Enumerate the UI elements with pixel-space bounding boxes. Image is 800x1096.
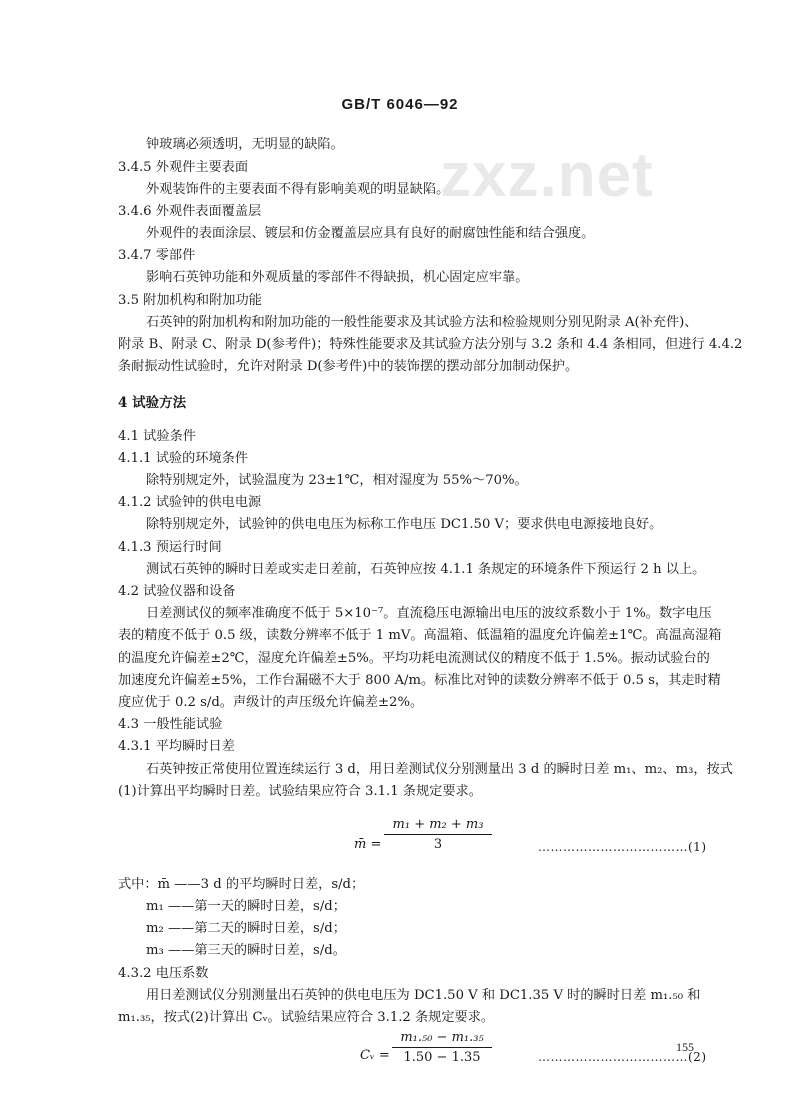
body-line: 钟玻璃必须透明，无明显的缺陷。 <box>146 137 344 152</box>
where-item: m₁ ——第一天的瞬时日差，s/d； <box>146 899 346 914</box>
formula-2-numerator: m₁.₅₀ − m₁.₃₅ <box>392 1030 492 1048</box>
body-line: 表的精度不低于 0.5 级，读数分辨率不低于 1 mV。高温箱、低温箱的温度允许偏差±1℃。高温高湿箱 <box>118 628 722 643</box>
body-line: 石英钟的附加机构和附加功能的一般性能要求及其试验方法和检验规则分别见附录 A(补充件)、 <box>146 315 698 330</box>
body-line: 石英钟按正常使用位置连续运行 3 d，用日差测试仪分别测量出 3 d 的瞬时日差 m₁、m₂、m₃，按式 <box>146 762 733 777</box>
formula-1-numerator: m₁ + m₂ + m₃ <box>384 817 492 835</box>
body-line: (1)计算出平均瞬时日差。试验结果应符合 3.1.1 条规定要求。 <box>118 784 482 799</box>
where-item: m₃ ——第三天的瞬时日差，s/d。 <box>146 943 346 958</box>
body-line: 外观件的表面涂层、镀层和仿金覆盖层应具有良好的耐腐蚀性能和结合强度。 <box>146 226 595 241</box>
formula-1-denominator: 3 <box>433 837 443 852</box>
formula-1-lhs: m̄ = <box>354 837 382 852</box>
body-line: 加速度允许偏差±5%，工作台漏磁不大于 800 A/m。标准比对钟的读数分辨率不低于 0.5 s，其走时精 <box>118 673 721 688</box>
body-line: 影响石英钟功能和外观质量的零部件不得缺损，机心固定应牢靠。 <box>146 270 529 285</box>
formula-2-lhs: Cᵥ = <box>360 1048 390 1063</box>
formula-1-fraction <box>384 817 492 852</box>
body-line: 用日差测试仪分别测量出石英钟的供电电压为 DC1.50 V 和 DC1.35 V 时的瞬时日差 m₁.₅₀ 和 <box>146 988 701 1003</box>
formula-2-fraction <box>392 1030 492 1065</box>
body-line: 测试石英钟的瞬时日差或实走日差前，石英钟应按 4.1.1 条规定的环境条件下预运行 2 h 以上。 <box>146 562 706 577</box>
body-line: 度应优于 0.2 s/d。声级计的声压级允许偏差±2%。 <box>118 695 424 710</box>
body-line: 日差测试仪的频率准确度不低于 5×10⁻⁷。直流稳压电源输出电压的波纹系数小于 1%。数字电压 <box>146 606 712 621</box>
clause-heading: 4.2 试验仪器和设备 <box>118 584 236 599</box>
body-line: 条耐振动性试验时，允许对附录 D(参考件)中的装饰摆的摆动部分加制动保护。 <box>118 359 579 374</box>
clause-heading: 4.1.1 试验的环境条件 <box>118 451 249 466</box>
clause-heading: 4.1.2 试验钟的供电电源 <box>118 495 262 510</box>
body-line: 除特别规定外，试验温度为 23±1℃，相对湿度为 55%～70%。 <box>146 473 528 488</box>
clause-heading: 4.3.1 平均瞬时日差 <box>118 739 235 754</box>
body-line: 附录 B、附录 C、附录 D(参考件)；特殊性能要求及其试验方法分别与 3.2 条和 4.4 条相同，但进行 4.4.2 <box>118 337 743 352</box>
clause-heading: 4.3.2 电压系数 <box>118 966 209 981</box>
body-line: 除特别规定外，试验钟的供电电压为标称工作电压 DC1.50 V；要求供电电源接地良好。 <box>146 517 663 532</box>
clause-heading: 4.3 一般性能试验 <box>118 717 223 732</box>
watermark: zxz.net <box>440 141 654 210</box>
formula-2-number: ………………………………(2) <box>538 1050 707 1064</box>
clause-heading: 3.4.7 零部件 <box>118 248 196 263</box>
formula-2-denominator: 1.50 − 1.35 <box>403 1050 481 1065</box>
body-line: m₁.₃₅，按式(2)计算出 Cᵥ。试验结果应符合 3.1.2 条规定要求。 <box>118 1010 495 1025</box>
formula-1-number: ………………………………(1) <box>538 840 707 854</box>
section-heading: 4 试验方法 <box>118 395 187 411</box>
clause-heading: 4.1.3 预运行时间 <box>118 540 222 555</box>
clause-heading: 4.1 试验条件 <box>118 429 196 444</box>
where-item: m₂ ——第二天的瞬时日差，s/d； <box>146 921 346 936</box>
page-number: 155 <box>676 1040 694 1054</box>
body-line: 外观装饰件的主要表面不得有影响美观的明显缺陷。 <box>146 182 450 197</box>
clause-heading: 3.4.6 外观件表面覆盖层 <box>118 204 262 219</box>
standard-header: GB/T 6046—92 <box>341 96 459 113</box>
body-line: 的温度允许偏差±2℃，湿度允许偏差±5%。平均功耗电流测试仪的精度不低于 1.5%。振动试验台的 <box>118 651 710 666</box>
clause-heading: 3.4.5 外观件主要表面 <box>118 160 249 175</box>
where-item: 式中：m̄ ——3 d 的平均瞬时日差，s/d； <box>118 877 365 892</box>
clause-heading: 3.5 附加机构和附加功能 <box>118 293 262 308</box>
